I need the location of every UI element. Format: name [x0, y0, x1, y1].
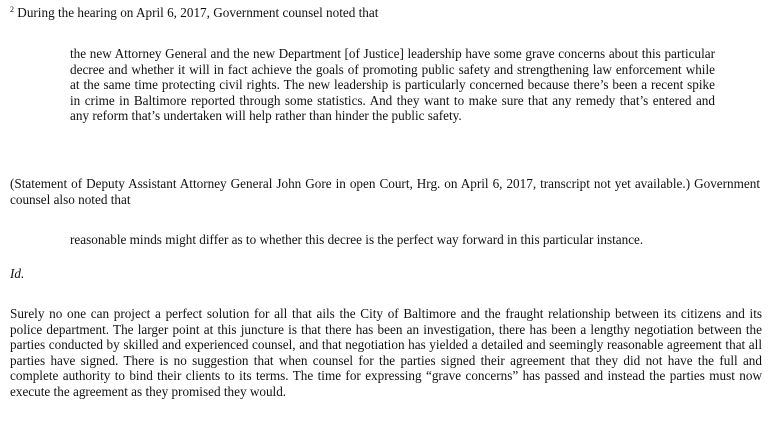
citation-paragraph: (Statement of Deputy Assistant Attorney General John Gore in open Court, Hrg. on April 6, 2017, transcript not yet available.) Government counsel also noted that [10, 176, 760, 207]
conclusion-paragraph: Surely no one can project a perfect solution for all that ails the City of Baltimore and the fraught relationship between its citizens and its police department. The larger point at this juncture is that there has been an investigation, there has been a lengthy negotiation between the parties conducted by skilled and experienced counsel, and that negotiation has yielded a detailed and seemingly reasonable agreement that all parties have signed. There is no suggestion that when counsel for the parties signed their agreement that they did not have the full and complete authority to bind their clients to its terms. The time for expressing “grave concerns” has passed and instead the parties must now execute the agreement as they promised they would. [10, 306, 762, 399]
footnote-intro-text: During the hearing on April 6, 2017, Government counsel noted that [17, 5, 379, 20]
id-citation: Id. [10, 266, 25, 281]
footnote-marker: 2 [10, 5, 14, 14]
footnote-intro [10, 5, 750, 21]
block-quote-1: the new Attorney General and the new Department [of Justice] leadership have some grave concerns about this particular decree and whether it will in fact achieve the goals of promoting public safety and strengthening law enforcement while at the same time protecting civil rights. The new leadership is particularly concerned because there’s been a recent spike in crime in Baltimore reported through some statistics. And they want to make sure that any remedy that’s entered and any reform that’s undertaken will help rather than hinder the public safety. [70, 46, 715, 123]
block-quote-2: reasonable minds might differ as to whether this decree is the perfect way forward in this particular instance. [70, 232, 644, 247]
